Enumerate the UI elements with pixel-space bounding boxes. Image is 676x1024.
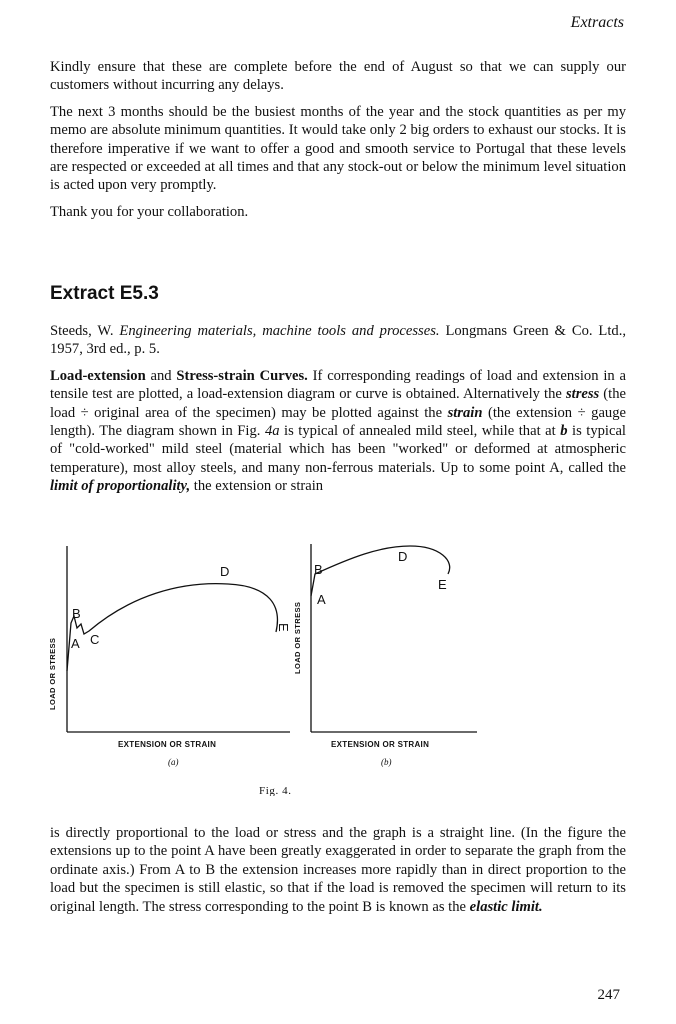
paragraph-curves: [50, 367, 626, 496]
text-and: and: [145, 367, 177, 384]
term-elastic-limit: elastic limit.: [469, 898, 543, 915]
term-stress-strain: Stress-strain Curves.: [176, 367, 308, 384]
ref-fig-b: b: [560, 423, 568, 440]
graph-b-point-e: E: [438, 577, 447, 592]
citation-title: Engineering materials, machine tools and processes.: [119, 323, 440, 339]
paragraph-proportional: [50, 824, 626, 916]
graph-a-point-c: C: [90, 632, 100, 647]
extract-heading: Extract E5.3: [50, 283, 159, 304]
term-strain: strain: [447, 404, 483, 421]
graph-b-x-label: EXTENSION OR STRAIN: [331, 740, 430, 749]
continuation-text: [50, 824, 626, 924]
text-run-1: If corresponding readings of load and extension in a tensile test are plotted, a load-extension diagram or curve is obtained. Alternatively the: [50, 367, 626, 403]
paragraph-stock: The next 3 months should be the busiest months of the year and the stock quantities as per my memo are absolute minimum quantities. It would take only 2 big orders to exhaust our stocks. It is therefore imperative if we want to offer a good and smooth service to Portugal that these levels are respected or exceeded at all times and that any stock-out or below the minimum level situation is acted upon very promptly.: [50, 103, 626, 194]
graph-a: [67, 546, 290, 732]
graph-a-curve: [67, 584, 277, 671]
graph-a-y-label: LOAD OR STRESS: [48, 637, 57, 710]
term-limit-of-proportionality: limit of proportionality,: [50, 478, 191, 495]
graph-b-point-a: A: [317, 592, 326, 607]
text-run-4: is typical of annealed mild steel, while that at: [279, 423, 561, 440]
term-stress: stress: [565, 386, 600, 403]
graph-a-x-label: EXTENSION OR STRAIN: [118, 740, 217, 749]
extract-text: [50, 322, 626, 504]
paragraph-deadline: Kindly ensure that these are complete before the end of August so that we can supply our customers without incurring any delays.: [50, 59, 626, 94]
text-run-3: (the extension ÷ gauge length). The diagram shown in Fig.: [50, 404, 626, 440]
graph-b-point-d: D: [398, 549, 408, 564]
graph-b-subcaption: (b): [381, 757, 392, 767]
text-run-5: is typical of "cold-worked" mild steel (material which has been "worked" or deformed at atmospheric temperature), most alloy steels, and many non-ferrous materials. Up to some point A, called the: [50, 423, 626, 476]
graph-b-y-label: LOAD OR STRESS: [293, 601, 302, 674]
graph-a-subcaption: (a): [168, 757, 179, 767]
term-load-extension: Load-extension: [50, 367, 146, 384]
graph-a-point-a: A: [71, 636, 80, 651]
graph-b-point-b: B: [314, 562, 323, 577]
text-run-6: the extension or strain: [190, 478, 324, 495]
citation: [50, 322, 626, 359]
graph-b-curve: [311, 546, 450, 596]
paragraph-thanks: Thank you for your collaboration.: [50, 203, 249, 220]
graph-b-labels: [293, 549, 447, 767]
graph-a-point-d: D: [220, 564, 230, 579]
ref-fig-4a: 4a: [264, 423, 280, 440]
text-run-2: (the load ÷ original area of the specimen) may be plotted against the: [50, 386, 626, 421]
letter-text: [50, 58, 626, 229]
stress-strain-diagrams: [0, 536, 676, 796]
figure-caption: Fig. 4.: [259, 785, 292, 796]
graph-a-point-e: E: [276, 623, 291, 632]
graph-a-labels: [48, 564, 291, 767]
page-number: 247: [597, 987, 620, 1003]
graph-b: [311, 544, 477, 732]
figure-4: [0, 536, 676, 796]
citation-rest: Longmans Green & Co. Ltd., 1957, 3rd ed., p. 5.: [50, 323, 626, 358]
citation-author: Steeds, W.: [50, 323, 120, 339]
graph-a-point-b: B: [72, 606, 81, 621]
text-run-7: is directly proportional to the load or stress and the graph is a straight line. (In the figure the extensions up to the point A have been greatly exaggerated in order to separate the graph from the ordinate axis.) From A to B the extension increases more rapidly than in direct proportion to the load but the specimen is still elastic, so that if the load is removed the specimen will return to its original length. The stress corresponding to the point B is known as the: [50, 825, 626, 915]
running-head: Extracts: [570, 14, 624, 31]
